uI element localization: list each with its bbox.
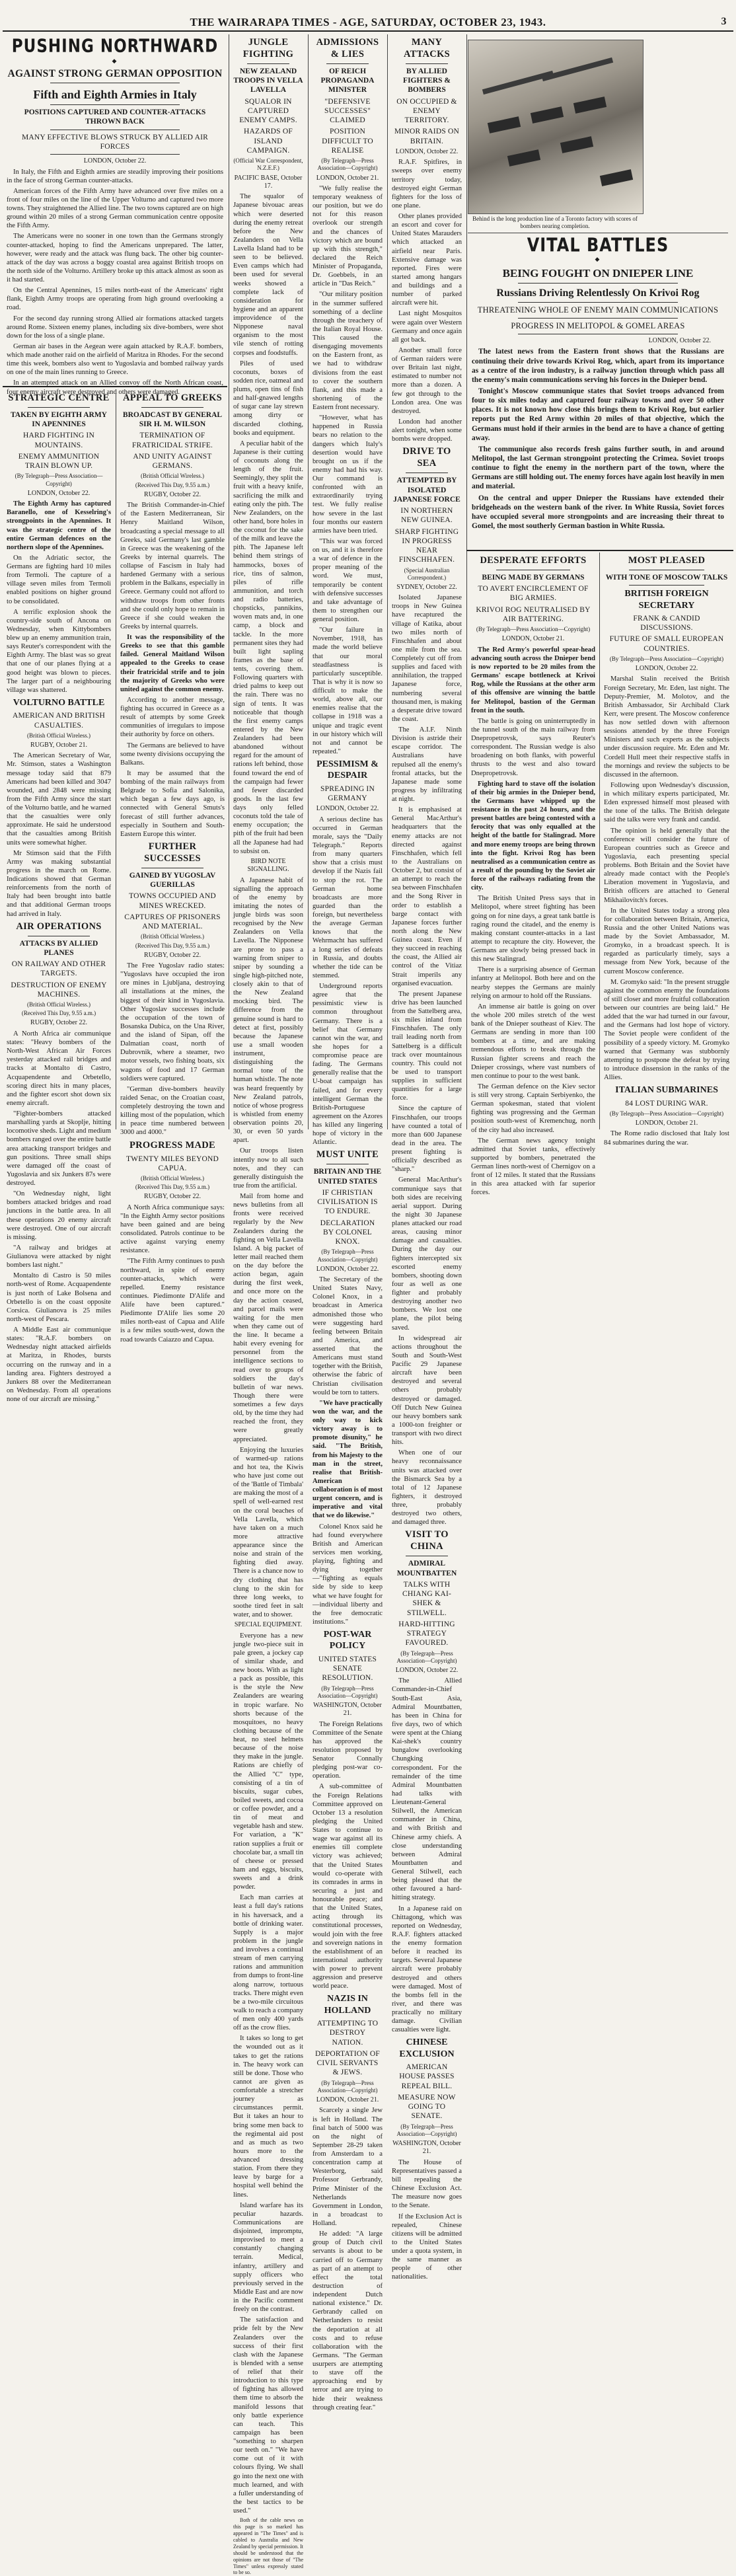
story-headline: CHINESE EXCLUSION [399,2037,455,2059]
page-number: 3 [721,16,727,27]
column-jungle-fighting: JUNGLE FIGHTING NEW ZEALAND TROOPS IN VELLA LAVELLA SQUALOR IN CAPTURED ENEMY CAMPS. HAZARDS OF ISLAND CAMPAIGN. (Official War Correspondent, N.Z.E.F.) PACIFIC BASE, October 17. The squalor of Japanese bivouac areas which were deserted during the enemy retreat before the New Zealanders on Vella Lavella Island had to be seen to be believed. Even camps which had been used for several weeks showed a complete lack of consideration for hygiene and an apparent improvidence of the Nipponese naval organism to the most vile stench of rotting corpses and foodstuffs. Piles of used coconuts, boxes of sodden rice, oatmeal and plums, open tins of fish and half-gnawed lengths of sugar cane lay strewn among dirty or discarded clothing, books and equipment. A peculiar habit of the Japanese is their cutting of coconuts along the length of the fruit. Seemingly, they split the fruit with a heavy knife, sacrificing the milk and eating only the pith. The New Zealanders, on the other hand, bore holes in the coconut for the sake of the milk and leave the pith. The Japanese left behind them strings of hammocks, boxes of rice, tins of salmon, piles of rifle ammunition, and torch and radio batteries, chopsticks, pannikins, woven mats and, in one camp, a block and tackle. In the more permanent sites they had built light sapling frames as the base of tents, covering them. Following quarters with dried palms to keep out the rain. There was no sign of tents. It was noticeable that though the first enemy camps entered by the New Zealanders had been abandoned without regard for the amount of rations left behind, those found toward the end of the campaign had fewer and fewer discarded goods. In the last few days only felled coconuts told the tale of enemy occupation; the pith of the fruit had been all the Japanese had had to subsist on. BIRD NOTE SIGNALLING. A Japanese habit of signalling the approach of the enemy by imitating the notes of jungle birds was soon recognised by the New Zealanders on Vella Lavella. The Nipponese are prone to pass a warning from sniper to sniper by sounding a single high-pitched note, closely akin to that of the New Zealand mocking bird. The difference from the genuine sound is hard to detect at first, possibly because the Japanese use a small wooden instrument, distinguishing the normal tone of the human whistle. The note was heard frequently by New Zealand patrols, notice of whose progress is whistled from enemy observation points 20, 30, or even 50 yards apart. Our troops listen intently now to all such notes, and they can generally distinguish the true from the artificial. Mail from home and news bulletins from all fronts were received regularly by the New Zealanders during the fighting on Vella Lavella Island. A big packet of letter mail reached them on the day before the action began, again during the first week, and once more on the day the action ceased, and parcel mails were waiting for the men when they came out of the line. It became a habit every evening for personnel from the intelligence sections to read over to groups of soldiers the day's bulletin of war news. Though there were sometimes a few days old, by the time they had reached the front, they were greatly appreciated. Enjoying the luxuries of warmed-up rations and hot tea, the Kiwis who have just come out of the 'Battle of Timbala' are making the most of a spell of well-earned rest on the coral beaches of Vella Lavella, which have taken on a much more attractive appearance since the noise and strain of the fighting died away. There is a chance now to dry clothing that has clung to the skin for three long weeks, to soothe tired feet in salt water, and to shower. SPECIAL EQUIPMENT. Everyone has a new jungle two-piece suit in pale green, a jockey cap of similar shade, and new boots. With as light a pack as possible, this is the style the New Zealanders are wearing in tropic warfare. No shorts because of the mosquitoes, no heavy clothing because of the heat, no steel helmets because of the noise they make in the jungle. Rations are chiefly of the Allied "C" type, consisting of a tin of biscuits, sugar cubes, boiled sweets, and cocoa or coffee powder, and a tin of meat and vegetable hash and stew. For variation, a "K" ration supplies a fruit or chocolate bar, a small tin of cheese or pressed ham and eggs, biscuits, sweets and a drink powder. Each man carries at least a full day's rations in his haversack, and a bottle of drinking water. Supply is a major problem in the jungle and involves a continual stream of men carrying rations and ammunition from dumps to front-line along narrow, tortuous tracks. There might even be a two-mile circuitous walk to reach a company of men only 400 yards off as the crow flies. It takes so long to get the wounded out as it takes to get the rations in. The heavy work can still be done. Those who cannot are given as comfortable a stretcher journey as circumstances permit. But it takes an hour to bring some men back to the regimental aid post and as much as two hours more to the advanced dressing station. From there they leave by barge for a hospital well behind the lines. Island warfare has its peculiar hazards. Communications are disjointed, impromptu, improvised to meet a constantly changing terrain. Medical, infantry, artillery and supply officers who previously served in the Middle East and are now in the Pacific comment freely on the contrast. The satisfaction and pride felt by the New Zealanders over the success of their first clash with the Japanese is blended with a sense of relief that their introduction to this type of fighting has allowed them time to absorb the manifold lessons that only battle experience can teach. This campaign has been "something to sharpen our teeth on." "We have come out of it with colours flying. We shall go into the next one with much learned, and with a fuller understanding of the best tactics to be used." Both of the cable news on this page is so marked has appeared in "The Times" and is cabled to Australia and New Zealand by special permission. It should be understood that the opinions are not those of "The Times" unless expressly stated to be so. [233,37,303,2576]
story-vital-battles: VITAL BATTLES ◆ BEING FOUGHT ON DNIEPER LINE Russians Driving Relentlessly On Krivoi Rog THREATENING WHOLE OF ENEMY MAIN COMMUNICATIONS PROGRESS IN MELITOPOL & GOMEL AREAS LONDON, October 22. The latest news from the Eastern front shows that the Russians are continuing their drive towards Krivoi Rog, which, apart from its importance as a centre of the iron industry, is a railway junction through which pass all the enemy's main communications serving his forces in the Dnieper bend. Tonight's Moscow communique states that Soviet troops advanced from four to six miles today and captured four railway towns and over 50 other places. It is not known how close this brings them to Krivoi Rog, but earlier reports put the Red Army within 20 miles of that objective, which the Germans must hold if their armies in the bend are to have a chance of getting away. The communique also records fresh gains further south, in and around Melitopol, the last German strongpoint protecting the Crimea. Soviet troops continue to fight the enemy in the northern part of the town, where the Germans are still holding out. The enemy forces have again lost heavily in men and material. On the central and upper Dnieper the Russians have extended their bridgeheads on the western bank of the river. In White Russia, Soviet forces have occupied several more strongpoints and are increasing their threat to Gomel, the most southerly German bastion in White Russia. [465,233,731,533]
story-headline: MUST UNITE [316,1149,379,1160]
lead-h5: MANY EFFECTIVE BLOWS STRUCK BY ALLIED AIR FORCES [21,133,209,151]
story-headline: VITAL BATTLES [527,234,669,256]
lead-h2: AGAINST STRONG GERMAN OPPOSITION [7,67,223,79]
lead-para: German air bases in the Aegean were again attacked by R.A.F. bombers, which made another raid on the airfield of Maritza in Rhodes. For the second time this week, bombers also went to Yugoslavia and bombed railway yards on one of the main lines running to Greece. [7,342,223,377]
factory-photo [468,40,644,214]
story-headline: AIR OPERATIONS [16,921,102,932]
story-headline: JUNGLE FIGHTING [242,37,294,59]
story-headline: APPEAL TO GREEKS [122,393,223,403]
lead-para: For the second day running strong Allied air formations attacked targets around Rome. Sixteen enemy planes, including six dive-bombers, were shot down for the loss of a single plane. [7,315,223,340]
photo-caption: Behind is the long production line of a Toronto factory with scores of bombers nearing completion. [472,215,638,229]
masthead-rule [3,30,733,32]
lead-para: In Italy, the Fifth and Eighth armies are steadily improving their positions in the face of strong German counter-attacks. [7,168,223,184]
lead-para: On the Central Apennines, 15 miles north-east of the Americans' right flank, Eighth Army troops are operating from high ground overlooking a road. [7,287,223,312]
lead-para: American forces of the Fifth Army have advanced over five miles on a front of four miles on the line of the Upper Volturno and captured two more towns. They straightened the Allied line. The two towns captured are on high ground within 20 miles of a strong German communication centre opposite the Fifth Army. [7,187,223,230]
story-headline: DESPERATE EFFORTS [480,555,587,566]
masthead [0,0,736,30]
story-headline: ITALIAN SUBMARINES [615,1085,718,1096]
column-desperate-efforts: DESPERATE EFFORTS BEING MADE BY GERMANS TO AVERT ENCIRCLEMENT OF BIG ARMIES. KRIVOI ROG NEUTRALISED BY AIR BATTERING. (By Telegraph—Press Association—Copyright) LONDON, October 21. The Red Army's powerful spear-head advancing south across the Dnieper bend is now reported to be 20 miles from the Germans' escape bottleneck at Krivoi Rog, while the Russians at the other arm of this offensive are winning the battle for Melitopol, bastion of the German front in the south. The battle is going on uninterruptedly in the tunnel south of the main railway from Dnepropetrovsk, says Reuter's correspondent. The Russian wedge is also broadening on both flanks, with powerful thrusts to the west and also toward Dnepropetrovsk. Fighting hard to stave off the isolation of their big armies in the Dnieper bend, the Germans have whipped up the resistance in the past 24 hours, and the present battles are being contested with a ferocity that was only equalled at the height of the battle for Stalingrad. More and more enemy troops are being thrown into the fight. Krivoi Rog has been neutralised as a communication centre as a result of the pounding by the Soviet air force of the railways radiating from the city. The British United Press says that in Melitopol, where street fighting has been going on for nine days, a great tank battle is raging round the citadel, and the enemy is making constant counter-attacks in a last attempt to recapture the city. However, the Germans are slowly being pressed back in this new Stalingrad. There is a surprising absence of German infantry at Melitopol. Both here and on the nearby steppes the Germans are mainly relying on armour to hold off the Russians. An immense air battle is going on over the whole 200 miles stretch of the west bank of the Dnieper southeast of Kiev. The Germans are sending in more than 100 bombers at a time, and are making tremendous efforts to break through the Russian fighter screens and reach the Dnieper crossings, where vast numbers of men continue to pour to the west bank. The German defence on the Kiev sector is still very strong. Captain Serbiyenko, the German spokesman, stated that violent fighting was progressing and the German position south-west of Kremenchug, north of the city had also increased. The German news agency tonight admitted that Soviet tanks, effectively supported by bombers, penetrated the German lines north-west of Chernigov on a front of 12 miles. It stated that the Russians in this area attacked with far superior forces. [471,555,595,1197]
lead-headline: PUSHING NORTHWARD [11,36,219,57]
column-admissions-and-lies: ADMISSIONS & LIES OF REICH PROPAGANDA MINISTER "DEFENSIVE SUCCESSES" CLAIMED POSITION DIFFICULT TO REALISE (By Telegraph—Press Association—Copyright) LONDON, October 21. "We fully realise the temporary weakness of our position, but we do not for this reason overlook our strength and the chances of victory which are bound up with this strength," declared the Reich Minister of Propaganda, Dr. Goebbels, in an article in "Das Reich." "Our military position in the summer suffered something of a decline through the treachery of the Italian Royal House. This caused the disengaging movements on the Eastern front, as we had to withdraw divisions from the east to cover the southern flank, and this made a shortening of the Eastern front necessary. "However, what has happened in Russia bears no relation to the dangers which Italy's desertion would have brought on us if the enemy had had his way. Our command is confronted with an extraordinarily trying test. We fully realise how severe in the last four months our eastern armies have been tried. "This war was forced on us, and it is therefore a war of defence in the proper meaning of the word. We must, temporarily be content with defensive successes and take advantage of them to strengthen our general position. "Our failure in November, 1918, has made the world believe that our moral steadfastness is particularly susceptible. That is why it is now so difficult to make the world, above all, our enemies realise that the collapse in 1918 was a unique and tragic event in our history which will not and cannot be repeated." PESSIMISM & DESPAIR SPREADING IN GERMANY LONDON, October 22. A serious decline has occurred in German morale, says the "Daily Telegraph." Reports from many quarters show that a crisis must develop if the Nazis fail to stop the rot. The German home broadcasts are more guarded than the foreign, but nevertheless the average German knows that the Wehrmacht has suffered a long series of defeats in Russia, and doubts whether the tide can be stemmed. Underground reports agree that the pessimistic view is common throughout Germany. There is a belief that Germany cannot win the war, and she hopes for a compromise peace are fading. The Germans generally realise that the U-boat campaign has failed, and for every intelligent German the British-Portuguese agreement on the Azores has killed any lingering hope of victory in the Atlantic. MUST UNITE BRITAIN AND THE UNITED STATES IF CHRISTIAN CIVILISATION IS TO ENDURE. DECLARATION BY COLONEL KNOX. (By Telegraph—Press Association—Copyright) LONDON, October 22. The Secretary of the United States Navy, Colonel Knox, in a broadcast in America admonished those who were suggesting hard feeling between Britain and America, and asserted that the Americans must stand together with the British, otherwise the fabric of Christian civilisation would be torn to tatters. "We have practically won the war, and the only way to kick victory away is to promote disunity," he said. "The British, from his Majesty to the man in the street, realise that British-American collaboration is of most urgent concern, and is imperative and vital that we do likewise." Colonel Knox said he had found everywhere British and American services men working, playing, fighting and dying together—"fighting as equals side by side to keep what we have fought for—individual liberty and the free democratic institutions." POST-WAR POLICY UNITED STATES SENATE RESOLUTION. (By Telegraph—Press Association—Copyright) WASHINGTON, October 21. The Foreign Relations Committee of the Senate has approved the resolution proposed by Senator Connally pledging post-war co-operation. A sub-committee of the Foreign Relations Committee approved on October 13 a resolution pledging the United States to continue to wage war against all its enemies till complete victory was achieved; that the United States would co-operate with its comrades in arms in securing a just and honourable peace; and that the United States, acting through its constitutional processes, would join with the free and sovereign nations in the establishment of an international authority with power to prevent aggression and preserve world peace. NAZIS IN HOLLAND ATTEMPTING TO DESTROY NATION. DEPORTATION OF CIVIL SERVANTS & JEWS. (By Telegraph—Press Association—Copyright) LONDON, October 21. Scarcely a single Jew is left in Holland. The final batch of 5000 was on the night of September 28-29 taken from Amsterdam to a concentration camp at Westerborg, said Professor Gerbrandy, Prime Minister of the Netherlands Government in London, in a broadcast to Holland. He added: "A large group of Dutch civil servants is about to be carried off to Germany as part of an attempt to effect the total destruction of independent Dutch national existence." Dr. Gerbrandy called on Netherlanders to resist the deportation at all costs and to refuse collaboration with the Germans. "The German usurpers are attempting to stave off the approaching end by terror and are trying to hide their weakness through creating fear." [313,37,383,2411]
story-headline: MOST PLEASED [628,555,706,566]
lead-story: PUSHING NORTHWARD ◆ AGAINST STRONG GERMAN OPPOSITION Fifth and Eighth Armies in Italy POSITIONS CAPTURED AND COUNTER-ATTACKS THROWN BACK MANY EFFECTIVE BLOWS STRUCK BY ALLIED AIR FORCES LONDON, October 22. In Italy, the Fifth and Eighth armies are steadily improving their positions in the face of strong German counter-attacks. American forces of the Fifth Army have advanced over five miles on a front of four miles on the line of the Upper Volturno and captured two more towns. They straightened the Allied line. The two towns captured are on high ground within 20 miles of a strong German communication centre opposite the Fifth Army. The Americans were no sooner in one town than the Germans strongly counter-attacked, hoping to find the Americans unprepared. The latter, however, were ready and the attack was flung back. The other big counter-attack of the day was across a boggy coastal area against British troops on the north side of the Volturno. Artillery broke up this attack almost as soon as it had started. On the Central Apennines, 15 miles north-east of the Americans' right flank, Eighth Army troops are operating from high ground overlooking a road. For the second day running strong Allied air formations attacked targets around Rome. Sixteen enemy planes, including six dive-bombers, were shot down for the loss of a single plane. German air bases in the Aegean were again attacked by R.A.F. bombers, which made another raid on the airfield of Maritza in Rhodes. For the second time this week, bombers also went to Yugoslavia and bombed railway yards on one of the main lines running to Greece. In an attempted attack on an Allied convoy off the North African coast, four enemy aircraft were destroyed and others were damaged. [7,36,223,396]
lead-para: The Americans were no sooner in one town than the Germans strongly counter-attacked, hoping to find the Americans unprepared. The latter, however, were ready and the attack was flung back. The other big counter-attack of the day was across a boggy coastal area against British troops on the north side of the Volturno. Artillery broke up this attack almost as soon as it had started. [7,233,223,284]
story-headline: PESSIMISM & DESPAIR [316,759,379,781]
story-headline: STRATEGIC CENTRE [8,393,110,403]
column-appeal-to-greeks: APPEAL TO GREEKS BROADCAST BY GENERAL SIR H. M. WILSON TERMINATION OF FRATRICIDAL STRIFE. AND UNITY AGAINST GERMANS. (British Official Wireless.) (Received This Day, 9.55 a.m.) RUGBY, October 22. The British Commander-in-Chief of the Eastern Mediterranean, Sir Henry Maitland Wilson, broadcasting a special message to all Greeks, said Germany's last gamble in Greece was the weakening of the Greeks by internal quarrels. The collapse of Fascism in Italy had hardened Germany with a serious problem in the Balkans, especially in Greece. Germany could not afford to withdraw troops from other fronts and she could only hope to remain in Greece if she could weaken the Greeks by internal quarrels. It was the responsibility of the Greeks to see that this gamble failed. General Maitland Wilson appealed to the Greeks to cease their fratricidal strife and to join the majority of Greeks who were united against the common enemy. According to another message, fighting has occurred in Greece as a result of attempts by some Greek communities of irregulars to impose their authority by force on others. The Germans are believed to have some twenty divisions occupying the Balkans. It may be assumed that the bombing of the main railways from Belgrade to Sofia and Salonika, which began a few days ago, is connected with General Smuts's forecast of still further advances, especially in Southern and South-Eastern Europe this winter. FURTHER SUCCESSES GAINED BY YUGOSLAV GUERILLAS TOWNS OCCUPIED AND MINES WRECKED. CAPTURES OF PRISONERS AND MATERIAL. (British Official Wireless.) (Received This Day, 9.55 a.m.) RUGBY, October 22. The Free Yugoslav radio states: "Yugoslavs have occupied the iron ore mines in Ljubljana, destroying all installations at the mines, the biggest of their kind in Yugoslavia. Other Yugoslav successes include the occupation of the town of Bosanska Dubica, on the Una River, and the island of Sipan, off the Dalmatian coast, north of Dubrovnik, where a steamer, two motor vessels, two fishing boats, six wagons of food and 17 German soldiers were captured. "German dive-bombers heavily raided Senac, on the Croatian coast, completely destroying the town and killing most of the population, which in peace time numbered between 3000 and 4000." PROGRESS MADE TWENTY MILES BEYOND CAPUA. (British Official Wireless.) (Received This Day, 9.55 a.m.) RUGBY, October 22. A North Africa communique says: "In the Eighth Army sector positions have been gained and are being consolidated. Patrols continue to be active against varying enemy resistance. "The Fifth Army continues to push northward, in spite of enemy counter-attacks, which were repelled. Enemy resistance continues. Piedimonte D'Alife and Alife have been captured." Piedimonte D'Alife lies some 20 miles north-east of Capua and Alife is a few miles south-west, down the road towards Caiazzo and Capua. [120,393,225,1344]
story-headline: ADMISSIONS & LIES [316,37,379,59]
lead-h3: Fifth and Eighth Armies in Italy [33,87,197,101]
column-many-attacks: MANY ATTACKS BY ALLIED FIGHTERS & BOMBERS ON OCCUPIED & ENEMY TERRITORY. MINOR RAIDS ON BRITAIN. LONDON, October 22. R.A.F. Spitfires, in sweeps over enemy territory today, destroyed eight German fighters for the loss of one plane. Other planes provided an escort and cover for United States Marauders which attacked an airfield near Paris. Extensive damage was reported. Fires were started among hangars and buildings and a number of parked aircraft were hit. Last night Mosquitos were again over Western Germany and once again all got back. Another small force of German raiders were over Britain last night, estimated to number not more than a dozen. A few got through to the London area. One was destroyed. London had another alert tonight, when some bombs were dropped. DRIVE TO SEA ATTEMPTED BY ISOLATED JAPANESE FORCE IN NORTHERN NEW GUINEA. SHARP FIGHTING IN PROGRESS NEAR FINSCHHAFEN. (Special Australian Correspondent.) SYDNEY, October 22. Isolated Japanese troops in New Guinea have recaptured the village of Katika, about two miles north of Finschhafen and about one mile from the sea. Completely cut off from supplies and faced with annihilation, the trapped Japanese force, numbering several thousand men, is making a desperate drive toward the coast. The A.I.F. Ninth Division is astride their escape corridor. The Australians have repulsed all the enemy's frontal attacks, but the Japanese made some progress by infiltrating at night. It is emphasised at General MacArthur's headquarters that the enemy attacks are not directed against Finschhafen, which fell to the Australians on October 2, but consist of an attempt to reach the sea between Finschhafen and the Song River in order to establish a barge contact with Japanese forces further north along the New Guinea coast. Even if they succeed in reaching the coast, the Allied air control of the Vitiaz Strait imperils any organised evacuation. The present Japanese drive has been launched from the Sattelberg area, six miles inland from Finschhafen. The only trail leading north from Sattelberg is a difficult track over mountainous country. This could not be used to transport supplies in sufficient quantities for a large force. Since the capture of Finschhafen, our troops have counted a total of more than 600 Japanese dead in the area. The present fighting is officially described as "sharp." General MacArthur's communique says that both sides are receiving aerial support. During the night 30 Japanese planes attacked our road areas, causing minor damage and casualties. During the day our fighters intercepted six escorted enemy bombers, shooting down four as well as one fighter and probably destroying another two bombers. We lost one plane, the pilot being saved. In widespread air actions throughout the South and South-West Pacific 29 Japanese aircraft have been destroyed and several others probably destroyed or damaged. Off Dutch New Guinea our heavy bombers sank a 1000-ton freighter or transport with two direct hits. When one of our heavy reconnaissance units was attacked over the Bismarck Sea by a total of 12 Japanese fighters, it destroyed three, probably destroyed two others, and damaged three. VISIT TO CHINA ADMIRAL MOUNTBATTEN TALKS WITH CHIANG KAI-SHEK & STILWELL. HARD-HITTING STRATEGY FAVOURED. (By Telegraph—Press Association—Copyright) LONDON, October 22. The Allied Commander-in-Chief South-East Asia, Admiral Mountbatten, has been in China for five days, two of which were spent at the Chiang Kai-shek's country bungalow overlooking Chungking correspondent. For the remainder of the time Admiral Mountbatten had talks with Lieutenant-General Stilwell, the American commander in China, and with British and Chinese army chiefs. A close understanding between Admiral Mountbatten and General Stilwell, each being pleased that the other favoured a hard-hitting strategy. In a Japanese raid on Chittagong, which was reported on Wednesday, R.A.F. fighters attacked the enemy formation before it reached its targets. Several Japanese aircraft were probably destroyed and others were damaged. Most of the bombs fell in the river, and there was practically no military damage. Civilian casualties were light. CHINESE EXCLUSION AMERICAN HOUSE PASSES REPEAL BILL. MEASURE NOW GOING TO SENATE. (By Telegraph—Press Association—Copyright) WASHINGTON, October 21. The House of Representatives passed a bill repealing the Chinese Exclusion Act. The measure now goes to the Senate. If the Exclusion Act is repealed, Chinese citizens will be admitted to the United States under a quota system, in the same manner as people of other nationalities. [392,37,462,2281]
masthead-title: THE WAIRARAPA TIMES - AGE, SATURDAY, OCTOBER 23, 1943. [190,16,546,28]
story-headline: POST-WAR POLICY [323,1630,372,1651]
story-headline: VISIT TO CHINA [405,1529,449,1552]
story-headline: PROGRESS MADE [129,1139,215,1151]
story-headline: NAZIS IN HOLLAND [324,1994,371,2016]
column-strategic-centre: STRATEGIC CENTRE TAKEN BY EIGHTH ARMY IN APENNINES HARD FIGHTING IN MOUNTAINS. ENEMY AMMUNITION TRAIN BLOWN UP. (By Telegraph—Press Association—Copyright) LONDON, October 22. The Eighth Army has captured Baranello, one of Kesselring's strongpoints in the Apennines. It was the strategic centre of the entire German defences on the northern slope of the Apennines. On the Adriatic sector, the Germans are fighting hard 10 miles from Termoli. The capture of a village seven miles from Termoli enabled positions on higher ground to be consolidated. A terrific explosion shook the country-side south of Ancona on Wednesday, when Kittybombers blew up an enemy ammunition train, says Reuter's correspondent with the Eighth Army. The blast was so great that one of our planes flying at a good height was blown to pieces. The larger part of a neighbouring village was shattered. VOLTURNO BATTLE AMERICAN AND BRITISH CASUALTIES. (British Official Wireless.) RUGBY, October 21. The American Secretary of War, Mr. Stimson, states a Washington message today said that 879 Americans had been killed and 3047 wounded, and 2848 were missing from the Fifth Army since the start of the Volturno battle, and he warned that the casualties were only approximate. He said he understood that the casualties among British units were somewhat higher. Mr Stimson said that the Fifth Army was making substantial progress in the march on Rome. Indications showed that German reinforcements from the north of Italy had been brought into battle and that additional German troops had arrived in Italy. AIR OPERATIONS ATTACKS BY ALLIED PLANES ON RAILWAY AND OTHER TARGETS. DESTRUCTION OF ENEMY MACHINES. (British Official Wireless.) (Received This Day, 9.55 a.m.) RUGBY, October 22. A North Africa air communique states: "Heavy bombers of the North-West African Air Forces yesterday attacked rail bridges and tracks at Montalto di Castro, Acquapendente and Orbetello, scoring direct hits in many places, and the fighter escort shot down six enemy aircraft. "Fighter-bombers attacked marshalling yards at Skoplje, hitting locomotive sheds. Light and medium bombers ranged over the entire battle area attacking transport bridges and gun positions. Three small ships were damaged off the coast of Yugoslavia and six Junkers 87s were destroyed. "On Wednesday night, light bombers attacked bridges and road junctions in the battle area. In all these operations 20 enemy aircraft were destroyed. One of our aircraft is missing. "A railway and bridges at Giulianova were attacked by night bombers last night." Montalto di Castro is 50 miles north-west of Rome. Acquapendente is just north of Lake Bolsena and Orbetello is on the coast opposite Corsica. Giulianova is 25 miles north-west of Pescara. A Middle East air communique states: "R.A.F. bombers on Wednesday night attacked airfields at Maritza, in Rhodes, bursts occurring on the runway and in a landing area. Fighters destroyed a Junkers 88 over the Mediterranean on Wednesday. From all operations none of our aircraft are missing." [7,393,111,1403]
story-headline: FURTHER SUCCESSES [144,841,201,864]
story-headline: MANY ATTACKS [403,37,451,59]
story-headline: DRIVE TO SEA [402,446,451,469]
lead-para: In an attempted attack on an Allied convoy off the North African coast, four enemy aircraft were destroyed and others were damaged. [7,379,223,396]
story-headline: VOLTURNO BATTLE [13,697,105,708]
column-most-pleased: MOST PLEASED WITH TONE OF MOSCOW TALKS BRITISH FOREIGN SECRETARY FRANK & CANDID DISCUSSIONS. FUTURE OF SMALL EUROPEAN COUNTRIES. (By Telegraph—Press Association—Copyright) LONDON, October 22. Marshal Stalin received the British Foreign Secretary, Mr. Eden, last night. The Deputy-Premier, M. Molotov, and the British Ambassador, Sir Archibald Clark Kerr, were present. The Moscow conference has now settled down with afternoon sessions attended by the three Foreign Ministers and such experts as the subjects under discussion require. Mr. Eden and Mr. Cordell Hull meet their respective staffs in the mornings and review the subjects to be discussed in the afternoon. Following upon Wednesday's discussion, in which military experts participated, Mr. Eden expressed himself most pleased with the tone of the talks. The British delegate said the talks were very frank and candid. The opinion is held generally that the conference will consider the future of European countries such as Greece and Yugoslavia, each presenting special problems. Both Britain and the Soviet have already made contact with the People's Liberation movement in Yugoslavia, and British officers are attached to General Mikhailovitch's forces. In the United States today a strong plea for collaboration between Britain, America, Russia and the other United Nations was made by the Soviet Ambassador, M. Gromyko, in a broadcast speech. It is regarded as particularly timely, says a message from New York, because of the current Moscow conference. M. Gromyko said: "In the present struggle against the common enemy the foundations of still closer and more fruitful collaboration between our countries are being laid." He added that the war had turned in our favour, and the Germans had lost hope of victory. The Soviet people were confident of the possibility of a speedy victory. M. Gromyko warned that Germany was stubbornly attempting to postpone the defeat by trying to introduce dissension in the ranks of the Allies. ITALIAN SUBMARINES 84 LOST DURING WAR. (By Telegraph—Press Association—Copyright) LONDON, October 21. The Rome radio disclosed that Italy lost 84 submarines during the war. [604,555,729,1147]
lead-dateline: LONDON, October 22. [83,157,147,165]
lead-h4: POSITIONS CAPTURED AND COUNTER-ATTACKS THROWN BACK [24,108,206,126]
